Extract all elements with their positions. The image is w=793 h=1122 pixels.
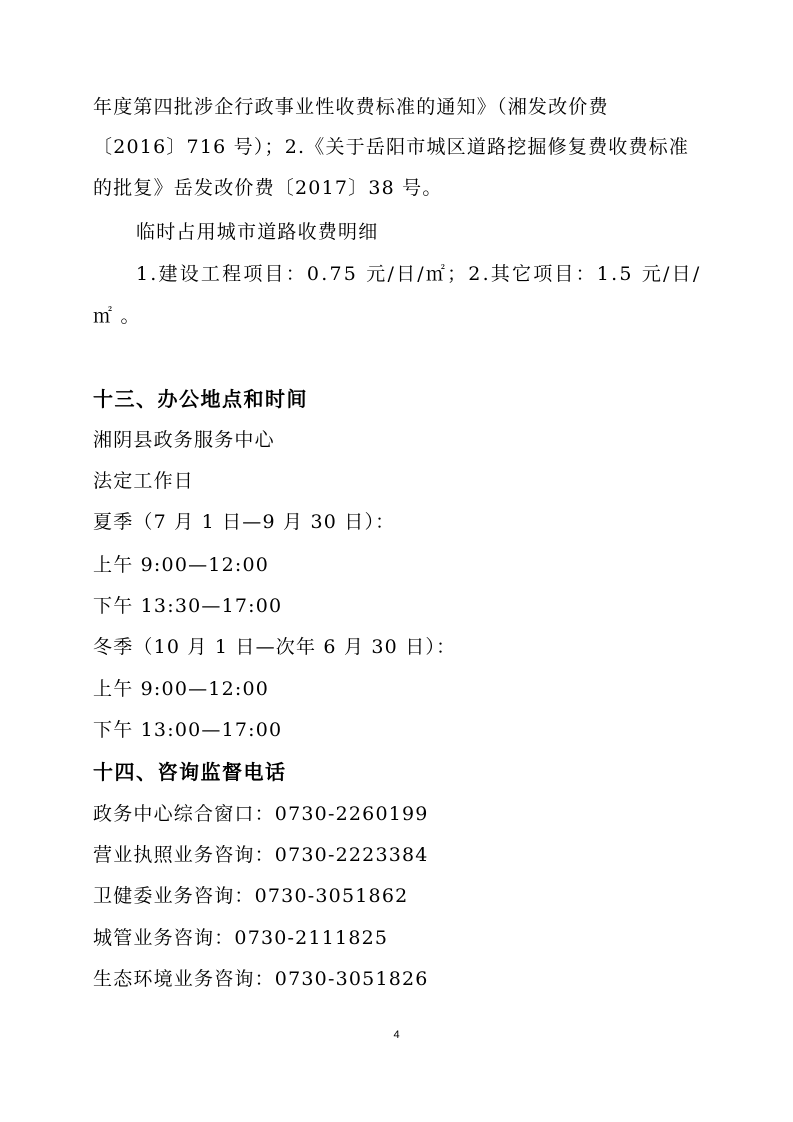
working-days: 法定工作日 [93,470,195,492]
fee-detail-line-2: ㎡ 。 [93,305,141,327]
summer-afternoon-hours: 下午 13:30—17:00 [93,595,283,617]
section-14-heading: 十四、咨询监督电话 [93,760,287,784]
phone-line: 卫健委业务咨询：0730-3051862 [93,885,409,907]
page-number: 4 [393,1029,400,1041]
office-location: 湘阴县政务服务中心 [93,429,275,451]
fee-basis-line-1: 年度第四批涉企行政事业性收费标准的通知》（湘发改价费 [93,96,609,118]
summer-hours-label: 夏季（7 月 1 日—9 月 30 日）： [93,511,396,533]
phone-line: 城管业务咨询：0730-2111825 [93,927,389,949]
fee-basis-line-2: 〔2016〕716 号）；2.《关于岳阳市城区道路挖掘修复费收费标准 [93,136,690,158]
phone-line: 生态环境业务咨询：0730-3051826 [93,968,429,990]
phone-line: 政务中心综合窗口：0730-2260199 [93,803,429,825]
section-13-heading: 十三、办公地点和时间 [93,387,308,411]
phone-line: 营业执照业务咨询：0730-2223384 [93,844,429,866]
winter-hours-label: 冬季（10 月 1 日—次年 6 月 30 日）： [93,636,457,658]
winter-afternoon-hours: 下午 13:00—17:00 [93,719,283,741]
fee-detail-line-1: 1.建设工程项目：0.75 元/日/㎡；2.其它项目：1.5 元/日/ [136,263,702,285]
summer-morning-hours: 上午 9:00—12:00 [93,554,270,576]
fee-detail-title: 临时占用城市道路收费明细 [136,221,379,243]
winter-morning-hours: 上午 9:00—12:00 [93,678,270,700]
fee-basis-line-3: 的批复》岳发改价费〔2017〕38 号。 [93,177,443,199]
